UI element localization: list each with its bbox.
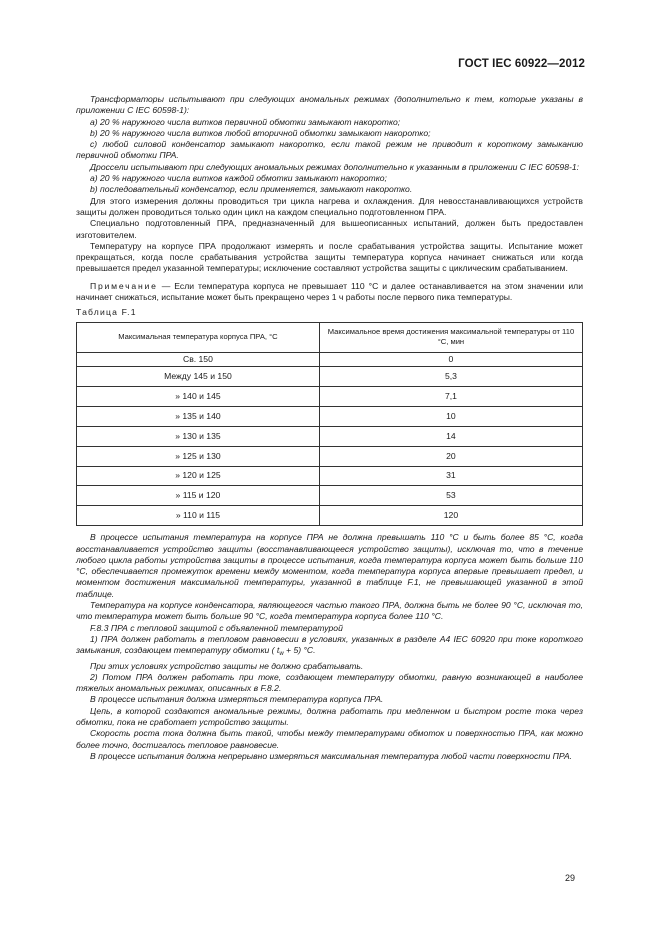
paragraph: В процессе испытания температура на корпусе ПРА не должна превышать 110 °С и быть более 85 °С, когда восстанавливается устройство защиты (восстанавливающееся устройство защиты), исключая то, что в течение любого цикла работы устройства защиты в процессе испытания, когда температура корпуса может быть больше 110 °С, обеспечивается промежуток времени между моментом, когда температура корпуса впервые превышает предел, и моментом достижения максимальной температуры, указанной в таблице F.1, не превышающей указанной в этой таблице. [76,532,583,599]
table-row [77,466,583,486]
table-row [77,426,583,446]
cell-temperature: » 140 и 145 [77,387,320,407]
text-span: 1) ПРА должен работать в тепловом равновесии в условиях, указанных в разделе А4 IEC 60920 при токе короткого замыкания, создающем температуру обмотки ( [76,633,583,656]
page-number: 29 [565,873,576,883]
cell-time: 14 [319,426,582,446]
paragraph: 2) Потом ПРА должен работать при токе, создающем температуру обмотки, равную возникающей в наиболее тяжелых аномальных режимах, описанных в F.8.2. [76,671,583,694]
paragraph: В процессе испытания должна измеряться температура корпуса ПРА. [90,694,384,705]
column-header-temperature: Максимальная температура корпуса ПРА, °С [77,322,320,352]
cell-temperature: » 120 и 125 [77,466,320,486]
cell-temperature: » 125 и 130 [77,446,320,466]
cell-temperature: » 130 и 135 [77,426,320,446]
cell-temperature: Св. 150 [77,352,320,367]
paragraph: Специально подготовленный ПРА, предназначенный для вышеописанных испытаний, должен быть предоставлен изготовителем. [76,218,583,240]
cell-temperature: » 135 и 140 [77,406,320,426]
paragraph: Температура на корпусе конденсатора, являющегося частью такого ПРА, должна быть не более 90 °С, исключая то, что температура может быть больше 90 °С, когда температура корпуса более 110 °С. [76,600,583,622]
cell-time: 120 [319,506,582,526]
paragraph: Дроссели испытывают при следующих аномальных режимах дополнительно к указанным в приложении С IEC 60598-1: [90,161,580,172]
table-row [77,486,583,506]
symbol-t: t [276,645,280,656]
table-header-row [77,322,583,352]
cell-time: 10 [319,406,582,426]
table-row [77,446,583,466]
paragraph: Трансформаторы испытывают при следующих аномальных режимах (дополнительно к тем, которые указаны в приложении С IEC 60598-1): [76,94,583,116]
table-row [77,406,583,426]
paragraph: Скорость роста тока должна быть такой, чтобы между температурами обмоток и поверхностью ПРА, как можно более точно, достигалось тепловое равновесие. [76,728,583,750]
cell-temperature: » 110 и 115 [77,506,320,526]
subscript-w: w [279,651,284,658]
page-content [76,94,583,762]
note-label: Примечание [90,280,158,291]
table-title: Таблица F.1 [76,307,137,318]
table-row [77,506,583,526]
table-row [77,367,583,387]
table-body [77,352,583,526]
paragraph: Для этого измерения должны проводиться три цикла нагрева и охлаждения. Для невосстанавливающихся устройств защиты должен проводиться только один цикл на каждом специально подготовленном ПРА. [76,195,583,217]
note [76,281,583,304]
paragraph: При этих условиях устройство защиты не должно срабатывать. [90,660,364,671]
list-item: а) 20 % наружного числа витков каждой обмотки замыкают накоротко; [90,173,387,184]
column-header-time: Максимальное время достижения максимальной температуры от 110 °С, мин [319,322,582,352]
paragraph: В процессе испытания должна непрерывно измеряться максимальная температура любой части поверхности ПРА. [90,750,573,761]
list-item: а) 20 % наружного числа витков первичной обмотки замыкают накоротко; [90,116,401,127]
cell-temperature: » 115 и 120 [77,486,320,506]
cell-time: 31 [319,466,582,486]
paragraph [76,634,583,661]
paragraph: Температуру на корпусе ПРА продолжают измерять и после срабатывания устройства защиты. Испытание может прекращаться, когда после срабатывания устройства защиты температура корпуса начинает снижаться или когда превышается предел указанной температуры; исключение составляют устройства защиты с циклическим срабатыванием. [76,240,583,274]
cell-time: 20 [319,446,582,466]
table-row [77,352,583,367]
note-text: — Если температура корпуса не превышает 110 °С и далее останавливается на этом значении или начинает снижаться, испытание может быть прекращено через 1 ч работы после первого пика температуры. [76,280,583,303]
list-item: b) последовательный конденсатор, если применяется, замыкают накоротко. [90,184,413,195]
cell-time: 0 [319,352,582,367]
list-item: с) любой силовой конденсатор замыкают накоротко, если такой режим не приводит к короткому замыканию первичной обмотки ПРА. [76,139,583,161]
subsection-heading: F.8.3 ПРА с тепловой защитой с объявленной температурой [90,622,343,633]
paragraph: Цепь, в которой создаются аномальные режимы, должна работать при медленном и быстром росте тока через обмотки, пока не сработает устройство защиты. [76,705,583,728]
cell-time: 53 [319,486,582,506]
table-row [77,387,583,407]
text-span: + 5) °С. [283,645,316,656]
list-item: b) 20 % наружного числа витков любой вторичной обмотки замыкают накоротко; [90,127,431,138]
document-id: ГОСТ IEC 60922—2012 [458,58,585,70]
cell-temperature: Между 145 и 150 [77,367,320,387]
data-table [76,322,583,527]
cell-time: 5,3 [319,367,582,387]
cell-time: 7,1 [319,387,582,407]
